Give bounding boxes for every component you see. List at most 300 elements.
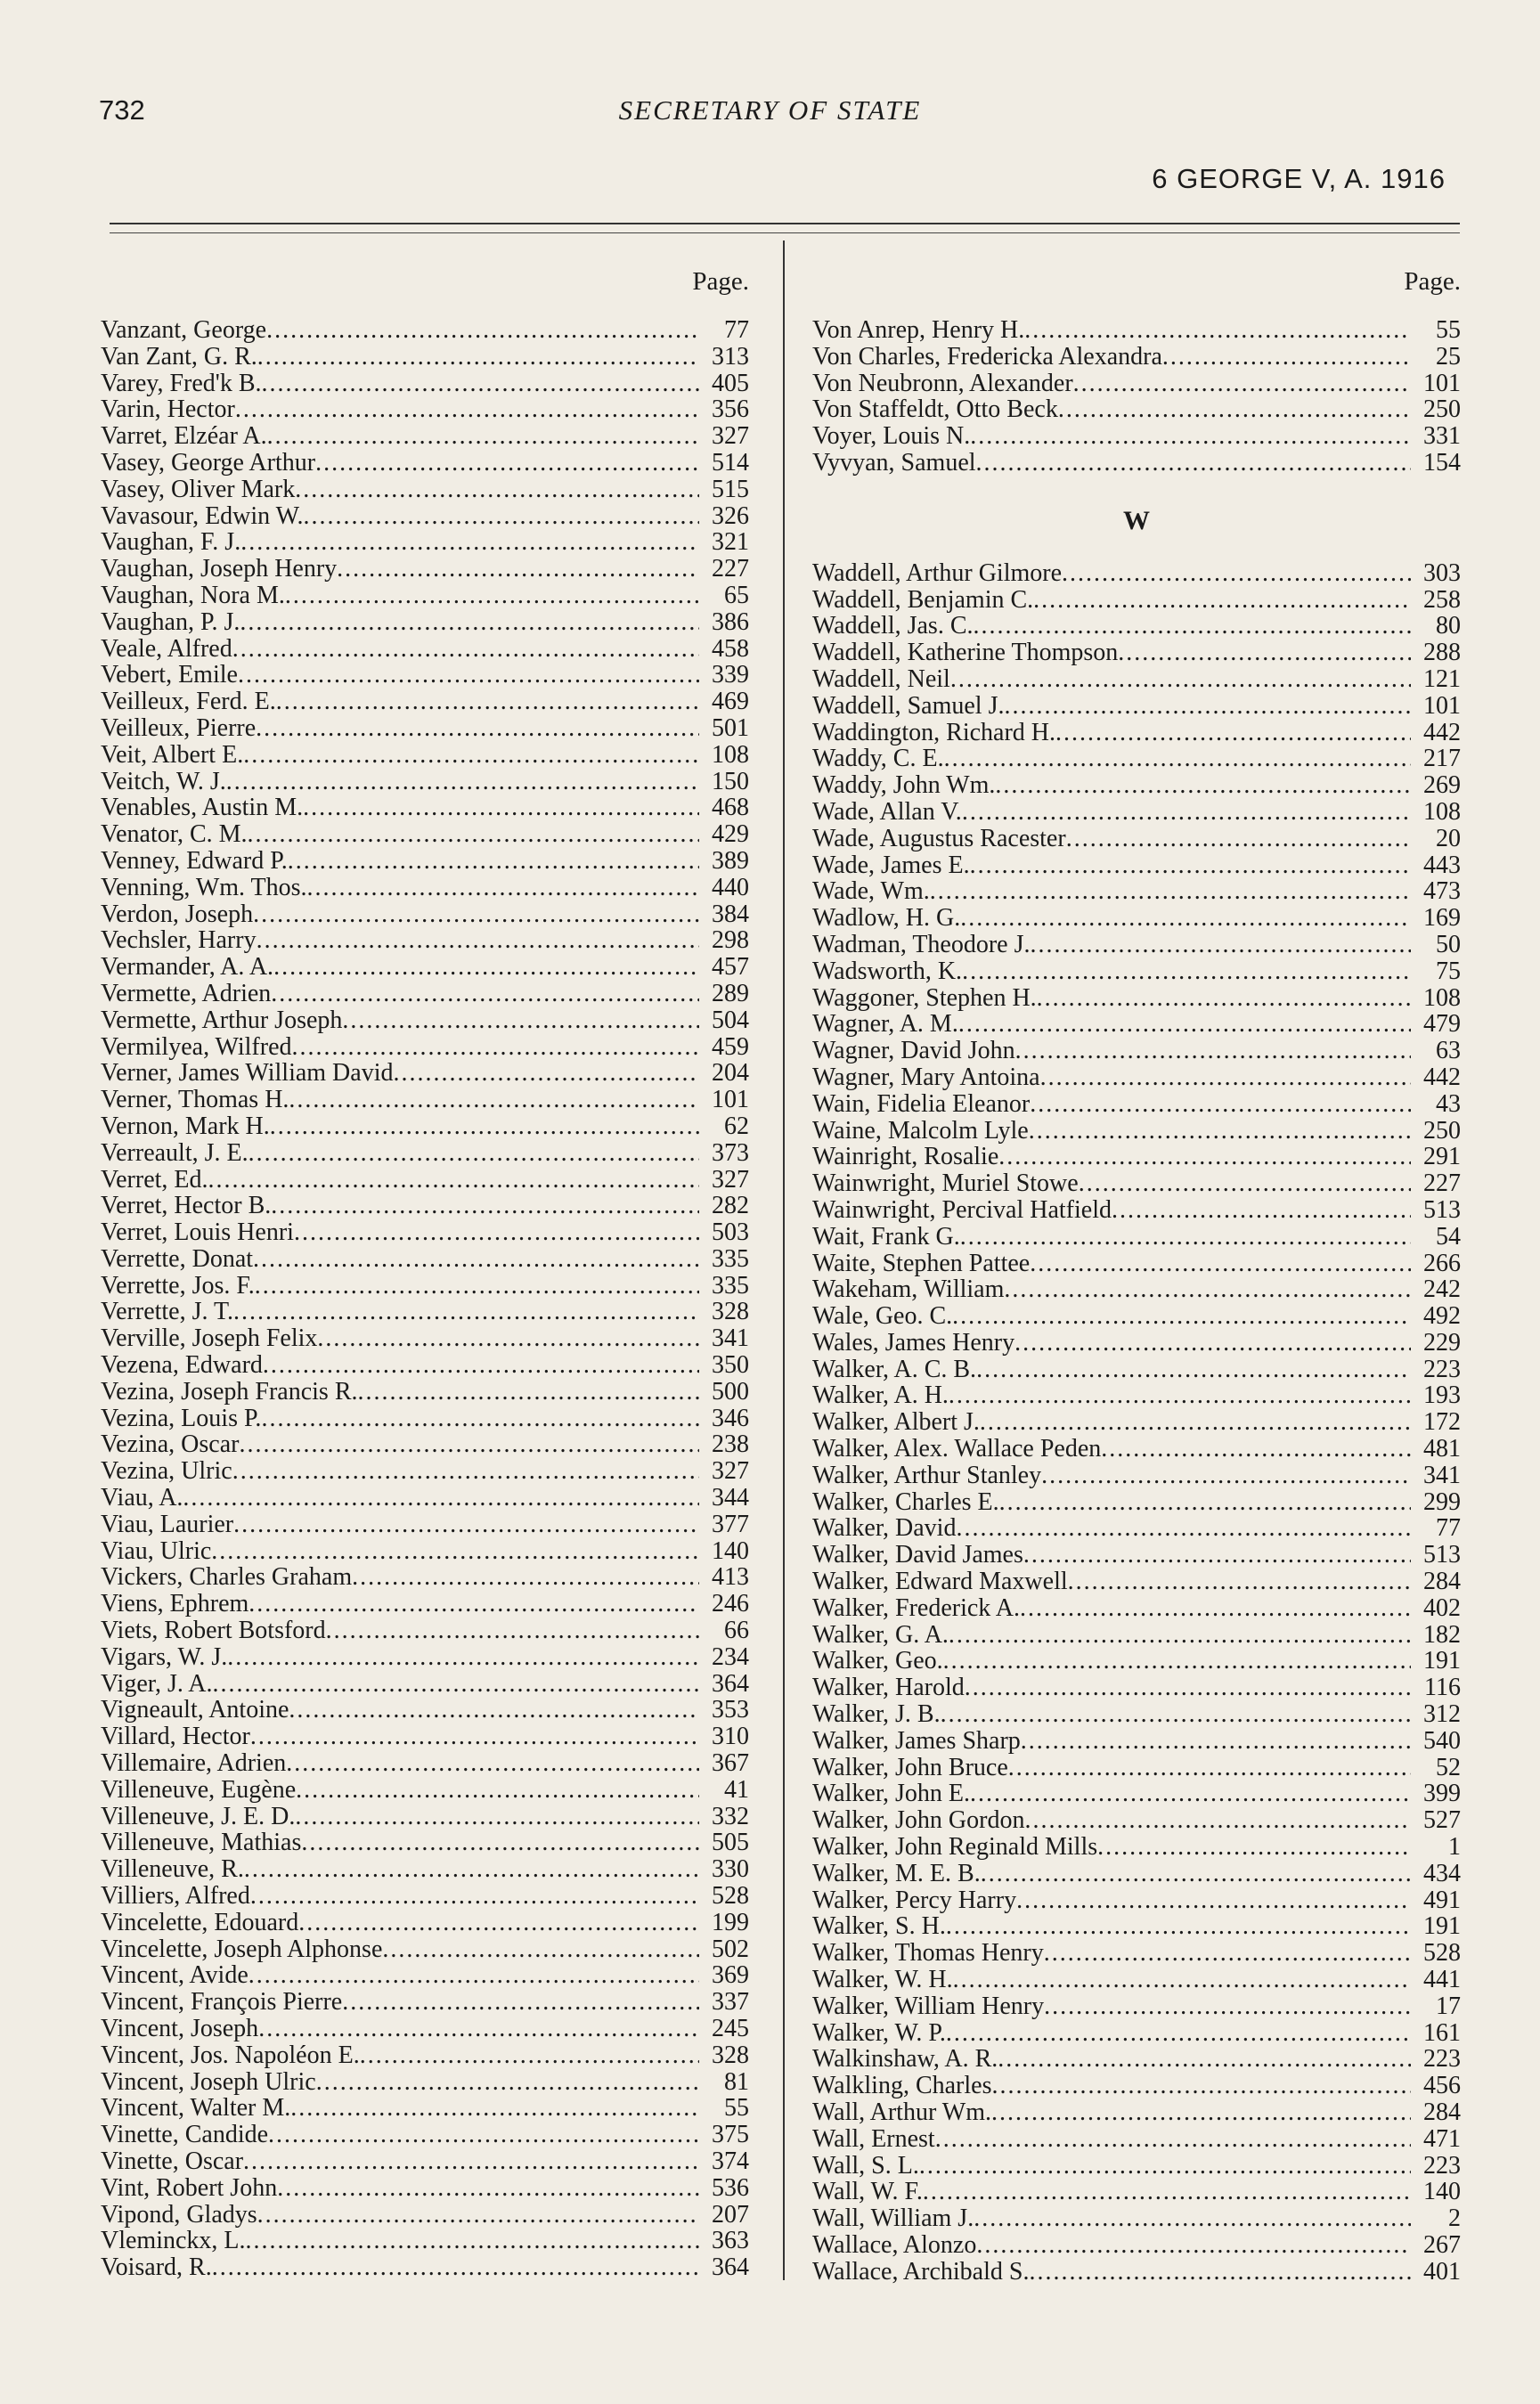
dot-leader [941, 1701, 1411, 1728]
entry-name: Vleminckx, L. [101, 2227, 246, 2255]
index-entry [812, 1038, 1461, 1064]
index-entry [812, 560, 1461, 587]
dot-leader [1068, 1569, 1411, 1595]
entry-page: 63 [1436, 1037, 1461, 1065]
entry-name: Verdon, Joseph [101, 900, 254, 928]
index-entry [101, 1458, 749, 1485]
entry-page: 468 [712, 794, 749, 822]
entry-name: Waddington, Richard H. [812, 718, 1056, 746]
index-entry [101, 2175, 749, 2202]
entry-page: 267 [1423, 2230, 1461, 2259]
dot-leader [1024, 317, 1411, 344]
dot-leader [240, 609, 699, 636]
entry-name: Walkling, Charles [812, 2072, 992, 2100]
index-entry [812, 666, 1461, 693]
entry-page: 356 [712, 395, 749, 424]
entry-page: 513 [1423, 1195, 1461, 1224]
entry-page: 54 [1436, 1222, 1461, 1251]
entry-name: Wait, Frank G. [812, 1222, 960, 1251]
entry-page: 77 [1436, 1514, 1461, 1543]
entry-page: 456 [1423, 2072, 1461, 2100]
dot-leader [212, 2254, 699, 2281]
index-entry [101, 1512, 749, 1538]
index-entry [812, 2179, 1461, 2205]
dot-leader [953, 1967, 1411, 1993]
dot-leader [944, 746, 1411, 772]
entry-page: 2 [1448, 2204, 1461, 2233]
index-entry [812, 1967, 1461, 1993]
dot-leader [960, 1224, 1411, 1251]
entry-name: Wainwright, Muriel Stowe [812, 1169, 1079, 1198]
entry-name: Vigars, W. J. [101, 1642, 228, 1671]
dot-leader [360, 2042, 699, 2069]
dot-leader [258, 2016, 699, 2042]
dot-leader [974, 2205, 1411, 2232]
dot-leader [1037, 985, 1411, 1012]
entry-page: 328 [712, 1298, 749, 1326]
index-entry [101, 1671, 749, 1698]
index-entry [812, 746, 1461, 772]
entry-name: Wallace, Archibald S. [812, 2257, 1030, 2286]
index-entry [812, 1940, 1461, 1967]
entry-page: 288 [1423, 639, 1461, 667]
index-entry [812, 640, 1461, 666]
entry-page: 199 [712, 1908, 749, 1936]
dot-leader [256, 715, 699, 742]
index-entry [812, 1011, 1461, 1038]
entry-name: Viau, A. [101, 1484, 183, 1512]
index-entry [101, 1724, 749, 1750]
index-entry [101, 396, 749, 423]
dot-leader [290, 2095, 699, 2122]
entry-page: 108 [1423, 983, 1461, 1012]
index-entry [812, 772, 1461, 799]
entry-page: 1 [1448, 1833, 1461, 1862]
entry-name: Villeneuve, J. E. D. [101, 1802, 296, 1830]
entry-name: Waine, Malcolm Lyle [812, 1116, 1029, 1145]
dot-leader [995, 772, 1411, 799]
entry-name: Verret, Ed. [101, 1165, 208, 1194]
index-entry [101, 1804, 749, 1830]
entry-name: Wall, S. L. [812, 2151, 919, 2180]
index-entry [812, 371, 1461, 397]
dot-leader [233, 1512, 699, 1538]
dot-leader [949, 1382, 1411, 1409]
dot-leader [289, 1087, 699, 1113]
index-entry [812, 1489, 1461, 1516]
page-number: 732 [99, 94, 145, 126]
entry-name: Vaughan, Nora M. [101, 581, 285, 609]
entry-name: Walker, Thomas Henry [812, 1939, 1044, 1968]
entry-page: 234 [712, 1642, 749, 1671]
entry-name: Verville, Joseph Felix [101, 1324, 318, 1353]
index-entry [812, 1436, 1461, 1463]
index-entry [812, 1409, 1461, 1436]
entry-name: Walker, S. H. [812, 1912, 946, 1941]
index-entry [101, 1352, 749, 1379]
entry-page: 479 [1423, 1010, 1461, 1039]
entry-name: Walker, Percy Harry [812, 1886, 1017, 1914]
entry-page: 528 [1423, 1939, 1461, 1968]
dot-leader [382, 1936, 699, 1963]
index-entry [101, 529, 749, 556]
dot-leader [303, 795, 699, 821]
index-entry [101, 1431, 749, 1458]
index-entry [101, 1246, 749, 1273]
entry-page: 207 [712, 2200, 749, 2229]
entry-page: 121 [1423, 664, 1461, 693]
entry-page: 312 [1423, 1700, 1461, 1729]
dot-leader [248, 821, 699, 848]
entry-name: Villiers, Alfred [101, 1882, 250, 1911]
index-entry [101, 1219, 749, 1246]
dot-leader [296, 1777, 699, 1804]
index-entry [812, 1542, 1461, 1569]
entry-name: Viau, Ulric [101, 1536, 212, 1565]
right-v-index-list [812, 317, 1461, 477]
index-entry [101, 662, 749, 689]
entry-page: 413 [712, 1563, 749, 1592]
entry-name: Walker, J. B. [812, 1700, 941, 1729]
entry-name: Venables, Austin M. [101, 794, 304, 822]
entry-name: Walker, Edward Maxwell [812, 1568, 1068, 1596]
entry-name: Verrette, Jos. F. [101, 1271, 255, 1300]
entry-page: 266 [1423, 1249, 1461, 1277]
entry-name: Villeneuve, Mathias [101, 1829, 302, 1857]
dot-leader [238, 662, 699, 689]
index-entry [101, 477, 749, 503]
entry-name: Voisard, R. [101, 2253, 212, 2282]
dot-leader [956, 1515, 1411, 1542]
dot-leader [316, 2069, 699, 2096]
dot-leader [227, 1644, 699, 1671]
entry-page: 339 [712, 661, 749, 689]
entry-page: 540 [1423, 1726, 1461, 1755]
index-entry [812, 2153, 1461, 2180]
entry-name: Wallace, Alonzo [812, 2230, 977, 2259]
entry-name: Viger, J. A. [101, 1669, 213, 1698]
entry-page: 515 [712, 475, 749, 503]
entry-page: 246 [712, 1590, 749, 1618]
entry-name: Waddell, Neil [812, 664, 950, 693]
dot-leader [243, 2148, 699, 2175]
dot-leader [976, 2232, 1411, 2259]
entry-name: Walker, David James [812, 1541, 1023, 1569]
index-entry [812, 1887, 1461, 1914]
entry-name: Vernon, Mark H. [101, 1112, 270, 1140]
entry-page: 335 [712, 1271, 749, 1300]
dot-leader [250, 1724, 699, 1750]
index-entry [812, 2073, 1461, 2099]
entry-name: Vavasour, Edwin W. [101, 501, 304, 530]
entry-page: 321 [712, 528, 749, 557]
entry-name: Wale, Geo. C. [812, 1302, 953, 1331]
entry-name: Wall, W. F. [812, 2178, 923, 2206]
entry-name: Verrette, Donat [101, 1244, 254, 1273]
dot-leader [1024, 1807, 1411, 1834]
entry-name: Wade, Augustus Racester [812, 824, 1066, 852]
entry-page: 101 [1423, 369, 1461, 397]
index-entry [812, 344, 1461, 371]
dot-leader [1030, 1251, 1411, 1277]
dot-leader [1033, 587, 1411, 614]
dot-leader [980, 1409, 1411, 1436]
entry-page: 375 [712, 2121, 749, 2149]
entry-page: 481 [1423, 1435, 1461, 1463]
entry-page: 161 [1423, 2018, 1461, 2047]
index-entry [101, 317, 749, 344]
index-entry [101, 1140, 749, 1167]
entry-page: 353 [712, 1696, 749, 1724]
index-entry [812, 1834, 1461, 1861]
dot-leader [1008, 1755, 1411, 1781]
index-entry [101, 848, 749, 875]
entry-name: Walker, Harold [812, 1674, 965, 1702]
entry-name: Vermander, A. A. [101, 953, 274, 982]
dot-leader [960, 905, 1411, 932]
entry-page: 108 [1423, 797, 1461, 826]
entry-page: 330 [712, 1855, 749, 1884]
dot-leader [263, 1352, 699, 1379]
dot-leader [1044, 1993, 1411, 2020]
entry-page: 250 [1423, 1116, 1461, 1145]
entry-page: 223 [1423, 2151, 1461, 2180]
entry-page: 503 [712, 1218, 749, 1247]
index-entry [812, 1622, 1461, 1649]
dot-leader [271, 1193, 699, 1219]
index-entry [812, 1648, 1461, 1675]
entry-page: 367 [712, 1749, 749, 1778]
entry-page: 473 [1423, 877, 1461, 906]
entry-name: Walker, Charles E. [812, 1487, 999, 1516]
index-entry [812, 1595, 1461, 1622]
entry-page: 191 [1423, 1912, 1461, 1941]
index-entry [101, 1989, 749, 2016]
entry-page: 401 [1423, 2257, 1461, 2286]
dot-leader [261, 1406, 699, 1432]
entry-page: 504 [712, 1006, 749, 1034]
dot-leader [999, 1489, 1411, 1516]
entry-page: 440 [712, 873, 749, 901]
entry-page: 500 [712, 1377, 749, 1406]
dot-leader [315, 450, 699, 477]
index-entry [812, 587, 1461, 614]
entry-name: Vincent, François Pierre [101, 1988, 343, 2017]
index-entry [101, 715, 749, 742]
entry-name: Walker, Arthur Stanley [812, 1461, 1042, 1489]
entry-name: Walker, Geo. [812, 1647, 943, 1675]
dot-leader [250, 1883, 699, 1910]
entry-name: Verrette, J. T. [101, 1298, 234, 1326]
dot-leader [233, 1299, 699, 1325]
entry-name: Veitch, W. J. [101, 767, 226, 795]
entry-name: Viau, Laurier [101, 1510, 234, 1538]
index-entry [101, 689, 749, 715]
dot-leader [965, 1675, 1411, 1701]
index-entry [812, 1091, 1461, 1118]
dot-leader [270, 1113, 699, 1140]
index-entry [812, 1144, 1461, 1170]
entry-page: 223 [1423, 2045, 1461, 2074]
index-entry [101, 2148, 749, 2175]
dot-leader [970, 852, 1411, 879]
index-entry [101, 636, 749, 663]
entry-name: Waddy, C. E. [812, 745, 944, 773]
entry-name: Wainright, Rosalie [812, 1143, 999, 1171]
index-entry [101, 1113, 749, 1140]
index-entry [101, 2228, 749, 2254]
entry-name: Walker, Frederick A. [812, 1593, 1020, 1622]
dot-leader [946, 1913, 1411, 1940]
dot-leader [962, 958, 1411, 985]
entry-name: Venning, Wm. Thos. [101, 873, 307, 901]
entry-page: 217 [1423, 745, 1461, 773]
entry-page: 364 [712, 2253, 749, 2282]
dot-leader [1066, 826, 1411, 852]
entry-page: 81 [724, 2067, 749, 2096]
entry-name: Vasey, Oliver Mark [101, 475, 296, 503]
index-entry [812, 1701, 1461, 1728]
entry-page: 140 [1423, 2178, 1461, 2206]
dot-leader [1015, 1038, 1411, 1064]
dot-leader [998, 2046, 1411, 2073]
dot-leader [1097, 1834, 1411, 1861]
dot-leader [1055, 720, 1411, 746]
entry-name: Verreault, J. E. [101, 1138, 249, 1167]
right-column [812, 258, 1461, 2286]
index-entry [812, 2046, 1461, 2073]
index-entry [101, 1406, 749, 1432]
index-entry [101, 2122, 749, 2148]
index-entry [101, 795, 749, 821]
entry-page: 344 [712, 1484, 749, 1512]
dot-leader [923, 2179, 1411, 2205]
index-entry [812, 2020, 1461, 2047]
dot-leader [213, 1671, 699, 1698]
entry-page: 101 [1423, 691, 1461, 720]
dot-leader [950, 666, 1411, 693]
index-entry [812, 799, 1461, 826]
dot-leader [307, 875, 699, 901]
index-entry [101, 1829, 749, 1856]
index-entry [101, 1591, 749, 1618]
dot-leader [294, 1219, 699, 1246]
dot-leader [342, 1007, 699, 1034]
entry-name: Vechsler, Harry [101, 926, 257, 955]
entry-page: 17 [1436, 1992, 1461, 2020]
dot-leader [255, 1273, 699, 1300]
entry-name: Waddell, Jas. C. [812, 612, 974, 640]
index-entry [101, 1697, 749, 1724]
entry-page: 289 [712, 979, 749, 1007]
dot-leader [991, 2099, 1411, 2126]
entry-page: 75 [1436, 957, 1461, 985]
entry-name: Waggoner, Stephen H. [812, 983, 1037, 1012]
entry-name: Viens, Ephrem [101, 1590, 249, 1618]
dot-leader [1016, 1887, 1411, 1914]
dot-leader [946, 2020, 1411, 2047]
entry-name: Wagner, A. M. [812, 1010, 958, 1039]
entry-name: Vincent, Walter M. [101, 2094, 291, 2123]
dot-leader [183, 1485, 699, 1512]
entry-page: 429 [712, 820, 749, 849]
entry-name: Vincent, Jos. Napoléon E. [101, 2041, 360, 2069]
entry-page: 310 [712, 1723, 749, 1751]
index-entry [101, 981, 749, 1007]
index-entry [812, 1913, 1461, 1940]
entry-page: 331 [1423, 422, 1461, 451]
index-entry [101, 556, 749, 583]
index-entry [812, 2126, 1461, 2153]
dot-leader [295, 477, 699, 503]
dot-leader [232, 636, 699, 663]
entry-name: Vincelette, Edouard [101, 1908, 299, 1936]
entry-name: Varret, Elzéar A. [101, 422, 267, 451]
entry-name: Vezina, Ulric [101, 1457, 232, 1486]
dot-leader [943, 1648, 1411, 1675]
entry-page: 52 [1436, 1753, 1461, 1781]
entry-name: Wall, Ernest [812, 2124, 935, 2153]
entry-name: Vezina, Oscar [101, 1430, 240, 1459]
entry-page: 527 [1423, 1806, 1461, 1835]
dot-leader [1073, 371, 1411, 397]
index-entry [101, 2042, 749, 2069]
index-entry [812, 2259, 1461, 2286]
running-title: SECRETARY OF STATE [618, 94, 922, 126]
dot-leader [952, 1303, 1411, 1330]
header-rule-top [110, 223, 1460, 224]
dot-leader [1004, 693, 1411, 720]
index-entry [101, 1883, 749, 1910]
entry-name: Vipond, Gladys [101, 2200, 257, 2229]
entry-page: 346 [712, 1404, 749, 1432]
index-entry [101, 1538, 749, 1565]
entry-page: 492 [1423, 1302, 1461, 1331]
index-entry [101, 2069, 749, 2096]
dot-leader [235, 396, 699, 423]
entry-page: 182 [1423, 1620, 1461, 1649]
entry-page: 491 [1423, 1886, 1461, 1914]
dot-leader [342, 1989, 699, 2016]
entry-name: Venator, C. M. [101, 820, 248, 849]
entry-page: 62 [724, 1112, 749, 1140]
entry-name: Walker, John Gordon [812, 1806, 1025, 1835]
index-entry [101, 1007, 749, 1034]
index-entry [812, 878, 1461, 905]
column-divider [783, 240, 785, 2280]
entry-page: 327 [712, 1165, 749, 1194]
entry-name: Varey, Fred'k B. [101, 369, 262, 397]
index-entry [812, 450, 1461, 477]
index-entry [812, 852, 1461, 879]
entry-page: 458 [712, 634, 749, 663]
entry-page: 55 [724, 2094, 749, 2123]
index-entry [101, 875, 749, 901]
dot-leader [239, 1431, 699, 1458]
entry-page: 328 [712, 2041, 749, 2069]
index-entry [101, 1273, 749, 1300]
entry-page: 327 [712, 1457, 749, 1486]
entry-page: 108 [712, 740, 749, 769]
dot-leader [298, 1910, 699, 1936]
entry-name: Walker, A. H. [812, 1381, 949, 1410]
dot-leader [304, 503, 699, 530]
entry-page: 298 [712, 926, 749, 955]
entry-page: 457 [712, 953, 749, 982]
entry-name: Waddell, Arthur Gilmore [812, 558, 1063, 587]
entry-name: Vermette, Adrien [101, 979, 272, 1007]
dot-leader [1058, 396, 1411, 423]
